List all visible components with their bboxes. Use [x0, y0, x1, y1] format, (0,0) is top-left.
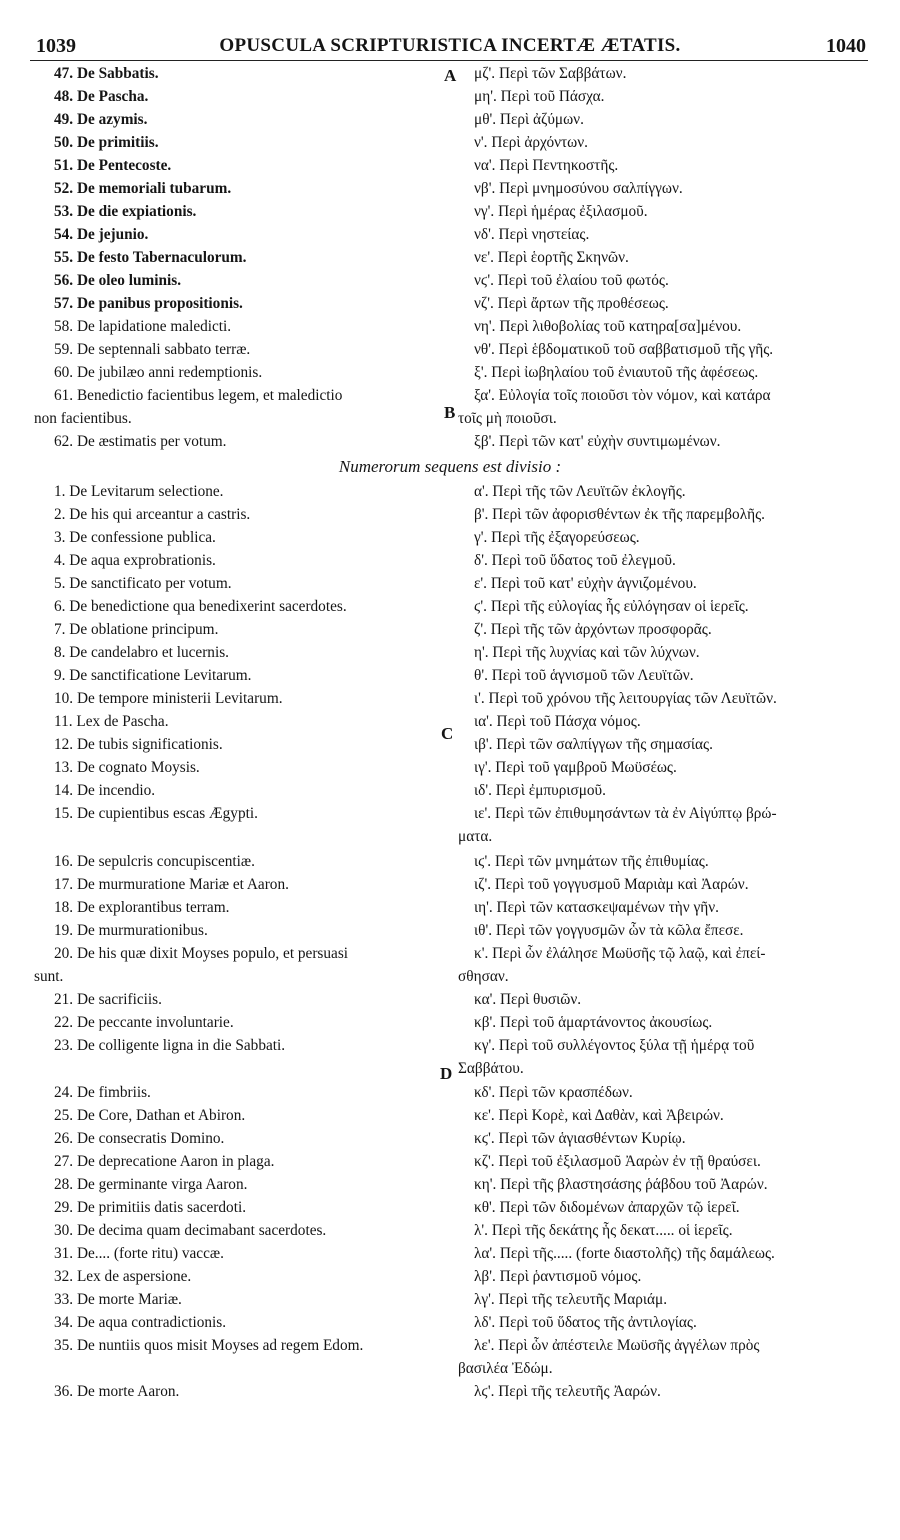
- latin-entry: 62. De æstimatis per votum.: [54, 433, 227, 450]
- greek-entry: κβ'. Περὶ τοῦ ἁμαρτάνοντος ἀκουσίως.: [474, 1014, 713, 1031]
- greek-entry: ιβ'. Περὶ τῶν σαλπίγγων τῆς σημασίας.: [474, 736, 713, 753]
- greek-entry: ξα'. Εὐλογία τοῖς ποιοῦσι τὸν νόμον, καὶ κατάρα: [474, 387, 771, 404]
- running-title: OPUSCULA SCRIPTURISTICA INCERTÆ ÆTATIS.: [219, 35, 681, 56]
- latin-entry: 10. De tempore ministerii Levitarum.: [54, 690, 283, 707]
- latin-entry: 21. De sacrificiis.: [54, 991, 162, 1008]
- latin-entry-continuation: sunt.: [34, 968, 64, 985]
- latin-entry: 59. De septennali sabbato terræ.: [54, 341, 251, 358]
- greek-entry: νγ'. Περὶ ἡμέρας ἐξιλασμοῦ.: [474, 203, 648, 220]
- latin-entry: 50. De primitiis.: [54, 134, 159, 151]
- latin-entry: 36. De morte Aaron.: [54, 1383, 180, 1400]
- section-heading: Numerorum sequens est divisio :: [338, 457, 562, 476]
- latin-entry: 4. De aqua exprobrationis.: [54, 552, 216, 569]
- greek-entry: λε'. Περὶ ὧν ἀπέστειλε Μωϋσῆς ἀγγέλων πρὸς: [474, 1337, 760, 1354]
- greek-entry: ιη'. Περὶ τῶν κατασκεψαμένων τὴν γῆν.: [474, 899, 719, 916]
- greek-entry: νϛ'. Περὶ τοῦ ἐλαίου τοῦ φωτός.: [474, 272, 669, 289]
- greek-entry: ν'. Περὶ ἀρχόντων.: [474, 134, 588, 151]
- greek-entry: δ'. Περὶ τοῦ ὕδατος τοῦ ἐλεγμοῦ.: [474, 552, 676, 569]
- greek-entry: ιγ'. Περὶ τοῦ γαμβροῦ Μωϋσέως.: [474, 759, 677, 776]
- greek-entry: λϛ'. Περὶ τῆς τελευτῆς Ἀαρών.: [474, 1383, 661, 1400]
- latin-entry: 48. De Pascha.: [54, 88, 149, 105]
- latin-entry: 29. De primitiis datis sacerdoti.: [54, 1199, 247, 1216]
- greek-entry: μζ'. Περὶ τῶν Σαββάτων.: [474, 65, 627, 82]
- latin-entry: 7. De oblatione principum.: [54, 621, 219, 638]
- latin-entry-continuation: non facientibus.: [34, 410, 132, 427]
- latin-entry: 24. De fimbriis.: [54, 1084, 151, 1101]
- greek-entry: η'. Περὶ τῆς λυχνίας καὶ τῶν λύχνων.: [474, 644, 700, 661]
- greek-entry: κθ'. Περὶ τῶν διδομένων ἀπαρχῶν τῷ ἱερεῖ.: [474, 1199, 740, 1216]
- latin-entry: 11. Lex de Pascha.: [54, 713, 169, 730]
- greek-entry: κζ'. Περὶ τοῦ ἐξιλασμοῦ Ἀαρὼν ἐν τῇ θραύσει.: [474, 1153, 761, 1170]
- latin-entry: 20. De his quæ dixit Moyses populo, et persuasi: [54, 945, 349, 962]
- greek-entry: ι'. Περὶ τοῦ χρόνου τῆς λειτουργίας τῶν Λευϊτῶν.: [474, 690, 777, 707]
- latin-entry: 33. De morte Mariæ.: [54, 1291, 182, 1308]
- latin-entry: 3. De confessione publica.: [54, 529, 216, 546]
- greek-entry-continuation: Σαββάτου.: [458, 1060, 524, 1077]
- latin-entry: 54. De jejunio.: [54, 226, 149, 243]
- greek-entry: λδ'. Περὶ τοῦ ὕδατος τῆς ἀντιλογίας.: [474, 1314, 697, 1331]
- latin-entry: 47. De Sabbatis.: [54, 65, 159, 82]
- latin-entry: 8. De candelabro et lucernis.: [54, 644, 229, 661]
- latin-entry: 31. De.... (forte ritu) vaccæ.: [54, 1245, 224, 1262]
- left-page-number: 1039: [36, 35, 76, 57]
- latin-entry: 57. De panibus propositionis.: [54, 295, 243, 312]
- greek-entry: α'. Περὶ τῆς τῶν Λευϊτῶν ἐκλογῆς.: [474, 483, 686, 500]
- latin-entry: 19. De murmurationibus.: [54, 922, 208, 939]
- greek-entry: ιθ'. Περὶ τῶν γογγυσμῶν ὧν τὰ κῶλα ἔπεσε.: [474, 922, 744, 939]
- margin-letter-c: C: [441, 724, 454, 743]
- latin-entry: 35. De nuntiis quos misit Moyses ad regem Edom.: [54, 1337, 364, 1354]
- latin-entry: 17. De murmuratione Mariæ et Aaron.: [54, 876, 289, 893]
- greek-entry: λβ'. Περὶ ῥαντισμοῦ νόμος.: [474, 1268, 642, 1285]
- latin-entry: 12. De tubis significationis.: [54, 736, 223, 753]
- latin-entry: 30. De decima quam decimabant sacerdotes.: [54, 1222, 327, 1239]
- greek-entry: ιε'. Περὶ τῶν ἐπιθυμησάντων τὰ ἐν Αἰγύπτῳ βρώ-: [474, 805, 777, 822]
- greek-entry: νη'. Περὶ λιθοβολίας τοῦ κατηρα[σα]μένου.: [474, 318, 742, 335]
- latin-entry: 6. De benedictione qua benedixerint sacerdotes.: [54, 598, 347, 615]
- greek-entry: ιζ'. Περὶ τοῦ γογγυσμοῦ Μαριὰμ καὶ Ἀαρών.: [474, 876, 749, 893]
- greek-entry: λ'. Περὶ τῆς δεκάτης ἧς δεκατ..... οἱ ἱερεῖς.: [474, 1222, 733, 1239]
- greek-entry: κ'. Περὶ ὧν ἐλάλησε Μωϋσῆς τῷ λαῷ, καὶ ἐπεί-: [474, 945, 766, 962]
- latin-entry: 15. De cupientibus escas Ægypti.: [54, 805, 258, 822]
- greek-entry-continuation: σθησαν.: [458, 968, 509, 985]
- margin-letter-a: A: [444, 66, 457, 85]
- greek-entry-continuation: βασιλέα Ἐδώμ.: [458, 1360, 553, 1377]
- greek-entry: λγ'. Περὶ τῆς τελευτῆς Μαριάμ.: [474, 1291, 668, 1308]
- latin-entry: 27. De deprecatione Aaron in plaga.: [54, 1153, 275, 1170]
- greek-entry: θ'. Περὶ τοῦ ἁγνισμοῦ τῶν Λευϊτῶν.: [474, 667, 694, 684]
- latin-entry: 26. De consecratis Domino.: [54, 1130, 225, 1147]
- latin-entry: 34. De aqua contradictionis.: [54, 1314, 227, 1331]
- greek-entry: μη'. Περὶ τοῦ Πάσχα.: [474, 88, 605, 105]
- latin-entry: 49. De azymis.: [54, 111, 148, 128]
- greek-entry: νδ'. Περὶ νηστείας.: [474, 226, 590, 243]
- latin-entry: 52. De memoriali tubarum.: [54, 180, 232, 197]
- latin-entry: 53. De die expiationis.: [54, 203, 197, 220]
- greek-entry: κϛ'. Περὶ τῶν ἁγιασθέντων Κυρίῳ.: [474, 1130, 686, 1147]
- latin-entry: 14. De incendio.: [54, 782, 156, 799]
- latin-entry: 2. De his qui arceantur a castris.: [54, 506, 251, 523]
- greek-entry: ια'. Περὶ τοῦ Πάσχα νόμος.: [474, 713, 641, 730]
- greek-entry: β'. Περὶ τῶν ἀφορισθέντων ἐκ τῆς παρεμβολῆς.: [474, 506, 766, 523]
- latin-entry: 28. De germinante virga Aaron.: [54, 1176, 248, 1193]
- greek-entry: ιϛ'. Περὶ τῶν μνημάτων τῆς ἐπιθυμίας.: [474, 853, 709, 870]
- greek-entry: κγ'. Περὶ τοῦ συλλέγοντος ξύλα τῇ ἡμέρᾳ τοῦ: [474, 1037, 755, 1054]
- right-page-number: 1040: [826, 35, 866, 57]
- greek-entry: μθ'. Περὶ ἀζύμων.: [474, 111, 584, 128]
- latin-entry: 56. De oleo luminis.: [54, 272, 182, 289]
- greek-entry: ξβ'. Περὶ τῶν κατ' εὐχὴν συντιμωμένων.: [474, 433, 721, 450]
- greek-entry: ιδ'. Περὶ ἐμπυρισμοῦ.: [474, 782, 606, 799]
- latin-entry: 23. De colligente ligna in die Sabbati.: [54, 1037, 286, 1054]
- greek-entry: κα'. Περὶ θυσιῶν.: [474, 991, 582, 1008]
- latin-entry: 61. Benedictio facientibus legem, et maledictio: [54, 387, 343, 404]
- greek-entry: ζ'. Περὶ τῆς τῶν ἀρχόντων προσφορᾶς.: [474, 621, 712, 638]
- greek-entry: ϛ'. Περὶ τῆς εὐλογίας ἧς εὐλόγησαν οἱ ἱερεῖς.: [474, 598, 749, 615]
- latin-entry: 22. De peccante involuntarie.: [54, 1014, 234, 1031]
- greek-entry-continuation: ματα.: [458, 828, 493, 845]
- latin-entry: 25. De Core, Dathan et Abiron.: [54, 1107, 246, 1124]
- greek-entry: γ'. Περὶ τῆς ἐξαγορεύσεως.: [474, 529, 640, 546]
- greek-entry: νε'. Περὶ ἑορτῆς Σκηνῶν.: [474, 249, 629, 266]
- greek-entry-continuation: τοῖς μὴ ποιοῦσι.: [458, 410, 557, 427]
- margin-letter-b: B: [444, 403, 456, 422]
- greek-entry: να'. Περὶ Πεντηκοστῆς.: [474, 157, 619, 174]
- greek-entry: κε'. Περὶ Κορὲ, καὶ Δαθὰν, καὶ Ἀβειρών.: [474, 1107, 724, 1124]
- latin-entry: 55. De festo Tabernaculorum.: [54, 249, 247, 266]
- latin-entry: 58. De lapidatione maledicti.: [54, 318, 232, 335]
- greek-entry: κδ'. Περὶ τῶν κρασπέδων.: [474, 1084, 633, 1101]
- latin-entry: 5. De sanctificato per votum.: [54, 575, 232, 592]
- greek-entry: κη'. Περὶ τῆς βλαστησάσης ῥάβδου τοῦ Ἀαρών.: [474, 1176, 768, 1193]
- greek-entry: ξ'. Περὶ ἰωβηλαίου τοῦ ἐνιαυτοῦ τῆς ἀφέσεως.: [474, 364, 759, 381]
- latin-entry: 18. De explorantibus terram.: [54, 899, 230, 916]
- greek-entry: νζ'. Περὶ ἄρτων τῆς προθέσεως.: [474, 295, 669, 312]
- greek-entry: ε'. Περὶ τοῦ κατ' εὐχὴν ἁγνιζομένου.: [474, 575, 697, 592]
- latin-entry: 60. De jubilæo anni redemptionis.: [54, 364, 263, 381]
- latin-entry: 32. Lex de aspersione.: [54, 1268, 192, 1285]
- latin-entry: 51. De Pentecoste.: [54, 157, 172, 174]
- greek-entry: λα'. Περὶ τῆς..... (forte διαστολῆς) τῆς δαμάλεως.: [474, 1245, 775, 1262]
- greek-entry: νθ'. Περὶ ἑβδοματικοῦ τοῦ σαββατισμοῦ τῆς γῆς.: [474, 341, 774, 358]
- latin-entry: 1. De Levitarum selectione.: [54, 483, 224, 500]
- latin-entry: 9. De sanctificatione Levitarum.: [54, 667, 252, 684]
- margin-letter-d: D: [440, 1064, 453, 1083]
- greek-entry: νβ'. Περὶ μνημοσύνου σαλπίγγων.: [474, 180, 683, 197]
- header-rule: [30, 60, 868, 61]
- latin-entry: 16. De sepulcris concupiscentiæ.: [54, 853, 255, 870]
- latin-entry: 13. De cognato Moysis.: [54, 759, 200, 776]
